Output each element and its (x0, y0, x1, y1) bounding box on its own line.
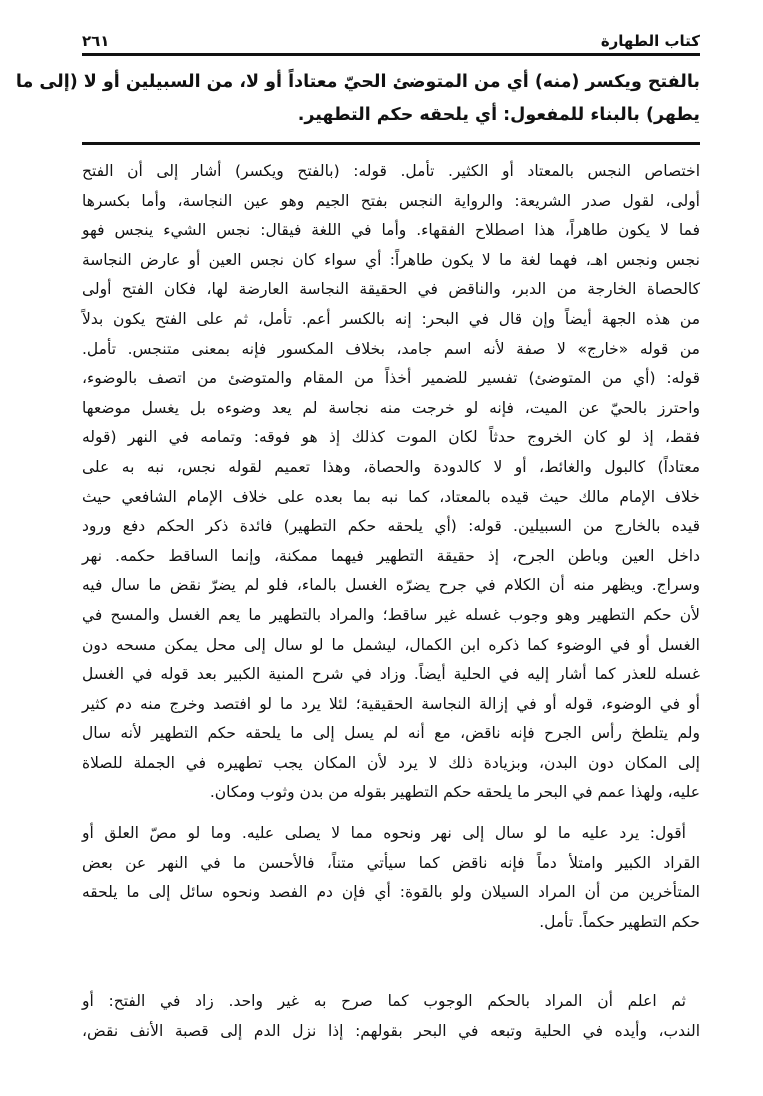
matn-line: بالفتح ويكسر (منه) أي من المتوضئ الحيّ معتاداً أو لا، من السبيلين أو لا (إلى ما (15, 72, 700, 92)
commentary-line: واحترز بالحيّ عن الميت، فإنه لو خرجت منه نجاسة لم يعد وضوءه بل يغسل موضعها (82, 398, 700, 417)
commentary-line: داخل العين وباطن الجرح، إذ حقيقة التطهير فيهما ممكنة، وإنما الساقط حكمه. نهر (82, 546, 700, 565)
commentary-line: اختصاص النجس بالمعتاد أو الكثير. تأمل. قوله: (بالفتح ويكسر) أشار إلى أن الفتح (82, 162, 700, 180)
commentary-line: فما لا يكون طاهراً، هذا اصطلاح الفقهاء. وأما في اللغة فيقال: نجس الشيء ينجس فهو (82, 221, 700, 240)
commentary-paragraph-3 (82, 987, 700, 1046)
commentary-line: وسراج. ويظهر منه أن الكلام في جرح يضرّه الغسل بالماء، فلو لم يضرّ نقض ما سال فيه (82, 576, 700, 595)
commentary-line: المتأخرين من أن المراد السيلان ولو بالقوة: أي فإن دم الفصد ونحوه سائل إلى ما يلحقه (82, 883, 700, 902)
main-text-matn (15, 66, 700, 132)
commentary-line: نجس ونجس اهـ، فهما لغة ما لا يكون طاهراً: أي سواء كان نجس العين أو عارض النجاسة (82, 250, 700, 269)
matn-line: يطهر) بالبناء للمفعول: أي يلحقه حكم التطهير. (297, 105, 700, 125)
running-header (82, 26, 700, 50)
commentary-line: غسله للعذر كما أشار إليه في الحلية أيضاً. وزاد في شرح المنية الكبير بعد قوله في الغسل (82, 665, 700, 684)
commentary-line: ثم اعلم أن المراد بالحكم الوجوب كما صرح به غير واحد. زاد في الفتح: أو (82, 992, 686, 1010)
commentary-line: كالحصاة الخارجة من الدبر، والناقض في الحقيقة النجاسة العارضة لها، فكان الفتح أولى (82, 280, 700, 299)
commentary-line: القراد الكبير وامتلأ دماً فإنه ناقض كما سيأتي متناً، فالأحسن ما في النهر عن بعض (82, 853, 700, 872)
commentary-line: إلى المكان دون البدن، وبزيادة ذلك لا يرد لأن المكان يجب تطهيره في الجملة للصلاة (82, 753, 700, 772)
commentary-line: من قوله «خارج» لا صفة لأنه اسم جامد، بخلاف المكسور فإنه بمعنى متنجس. تأمل. (82, 339, 700, 358)
page-number: ٢٦١ (82, 32, 110, 50)
commentary-line: أقول: يرد عليه ما لو سال إلى نهر ونحوه مما لا يصلى عليه. وما لو مصّ العلق أو (82, 824, 686, 842)
commentary-line: قوله: (أي من المتوضئ) تفسير للضمير أخذاً من المقام والمتوضئ من اتصف بالوضوء، (82, 369, 700, 388)
commentary-line: ولم يتلطخ رأس الجرح فإنه ناقض، مع أنه لم يسل إلى ما يلحقه حكم التطهير لأنه سال (82, 724, 700, 743)
commentary-line: خلاف الإمام مالك حيث قيده بالمعتاد، كما نبه بما بعده على خلاف الإمام الشافعي حيث (82, 487, 700, 506)
commentary-line: أولى، لقول صدر الشريعة: والرواية النجس بفتح الجيم وهو عين النجاسة، وأما بكسرها (82, 191, 700, 210)
commentary-paragraph-1 (82, 157, 700, 808)
commentary-line: لأن حكم التطهير وهو وجوب غسله غير ساقط؛ والمراد بالتطهير ما يعم الغسل والمسح في (82, 605, 700, 624)
commentary-line: عليه، ولهذا عمم في البحر ما يلحقه حكم التطهير بقوله من بدن وثوب ومكان. (209, 783, 700, 802)
commentary-line: من هذه الجهة أيضاً وإن قال في البحر: إنه بالكسر أعم. تأمل، ثم على الفتح يكون بدلاً (82, 309, 700, 328)
separator-rule (82, 142, 700, 145)
commentary-line: قيده بالخارج من السبيلين. قوله: (أي يلحقه حكم التطهير) فائدة ذكر الحكم دفع ورود (82, 517, 700, 536)
commentary-line: فقط، إذ لو كان الخروج حدثاً لكان الموت كذلك إذ هو فوقه: وتمامه في النهر (قوله (82, 428, 700, 447)
commentary-paragraph-2 (82, 819, 700, 937)
commentary-line: معتاداً) كالبول والغائط، أو لا كالدودة والحصاة، وهذا تعميم لقوله نجس، نبه به على (82, 457, 700, 476)
commentary-line: الغسل أو في الوضوء كما ذكره ابن الكمال، ليشمل ما لو سال إلى محل يمكن مسحه دون (82, 635, 700, 654)
commentary-line: حكم التطهير حكماً. تأمل. (539, 912, 700, 931)
header-rule (82, 53, 700, 56)
running-title: كتاب الطهارة (600, 32, 700, 50)
commentary-line: أو في الوضوء، قوله أو في إزالة النجاسة الحقيقية؛ لئلا يرد ما لو افتصد وخرج منه دم كثير (82, 694, 700, 713)
commentary-line: الندب، وأيده في الحلية وتبعه في البحر بقولهم: إذا نزل الدم إلى قصبة الأنف نقض، (82, 1021, 700, 1040)
